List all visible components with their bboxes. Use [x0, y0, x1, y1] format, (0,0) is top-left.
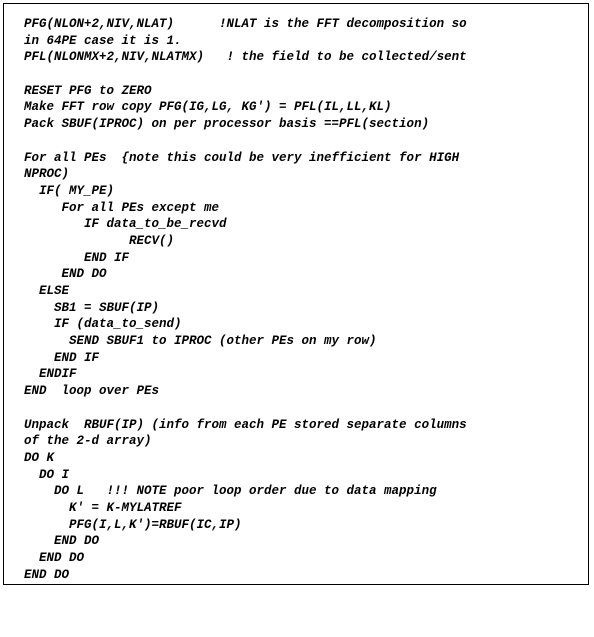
code-line: DO K	[24, 450, 55, 465]
code-line: RECV()	[24, 233, 175, 248]
code-line	[24, 66, 582, 83]
code-line: NPROC)	[24, 167, 70, 182]
code-line: For all PEs except me	[24, 200, 220, 215]
code-line: PFL(NLONMX+2,NIV,NLATMX) ! the field to be collected/sent	[24, 50, 467, 65]
code-line: IF data_to_be_recvd	[24, 217, 227, 232]
code-line: ENDIF	[24, 367, 77, 382]
code-line: END loop over PEs	[24, 384, 160, 399]
code-line: Make FFT row copy PFG(IG,LG, KG') = PFL(IL,LL,KL)	[24, 100, 392, 115]
code-line: in 64PE case it is 1.	[24, 33, 182, 48]
code-line: SEND SBUF1 to IPROC (other PEs on my row)	[24, 334, 377, 349]
code-line: DO I	[24, 467, 70, 482]
code-line	[24, 133, 582, 150]
code-frame	[3, 3, 589, 585]
pseudocode-block	[24, 16, 582, 583]
code-line: For all PEs {note this could be very inefficient for HIGH	[24, 150, 460, 165]
code-line: of the 2-d array)	[24, 434, 152, 449]
code-line: END DO	[24, 534, 100, 549]
code-line: PFG(NLON+2,NIV,NLAT) !NLAT is the FFT decomposition so	[24, 17, 467, 31]
code-line: END IF	[24, 250, 130, 265]
code-line: Pack SBUF(IPROC) on per processor basis ==PFL(section)	[24, 117, 430, 132]
code-line: IF (data_to_send)	[24, 317, 182, 332]
code-line: ELSE	[24, 284, 70, 298]
code-line: RESET PFG to ZERO	[24, 83, 152, 98]
code-line: SB1 = SBUF(IP)	[24, 300, 160, 315]
code-line: IF( MY_PE)	[24, 183, 115, 198]
code-line: END IF	[24, 350, 100, 365]
code-line: END DO	[24, 551, 85, 565]
code-line: Unpack RBUF(IP) (info from each PE stored separate columns	[24, 417, 467, 432]
code-line: K' = K-MYLATREF	[24, 500, 182, 515]
code-line: DO L !!! NOTE poor loop order due to data mapping	[24, 484, 437, 499]
code-line: END DO	[24, 567, 70, 582]
code-line	[24, 400, 582, 417]
code-line: PFG(I,L,K')=RBUF(IC,IP)	[24, 517, 242, 532]
code-line: END DO	[24, 267, 107, 282]
